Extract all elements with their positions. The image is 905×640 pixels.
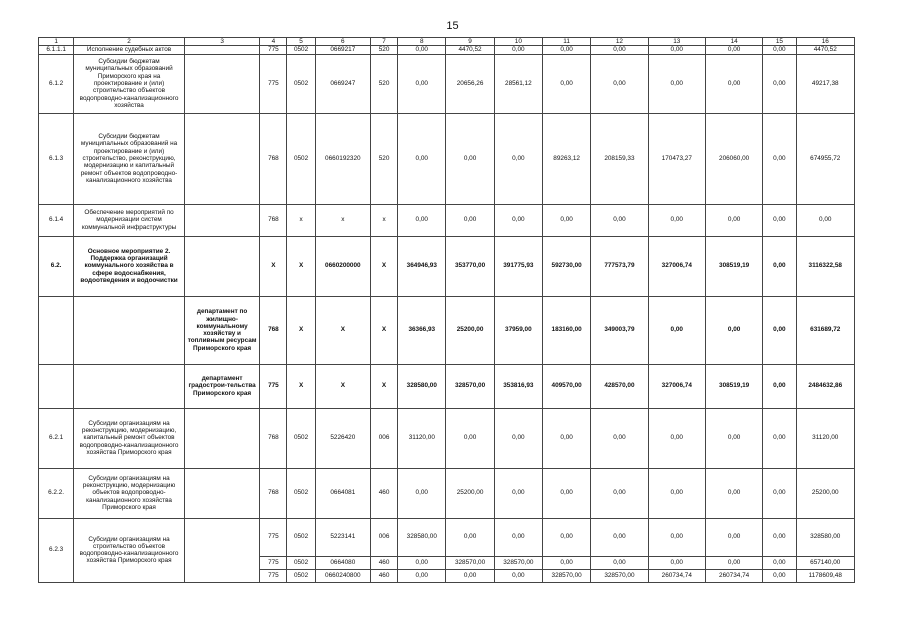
table-row bbox=[39, 204, 855, 236]
table-cell: Субсидии организациям на реконструкцию, модернизацию, капитальный ремонт объектов водопроводно-канализационного хозяйства Приморского края bbox=[74, 408, 185, 468]
table-cell: Х bbox=[287, 296, 315, 364]
table-cell: 3116322,58 bbox=[796, 236, 855, 296]
column-header: 1 bbox=[39, 38, 74, 46]
table-cell: 28561,12 bbox=[494, 54, 542, 113]
column-header: 4 bbox=[260, 38, 287, 46]
table-row bbox=[39, 518, 855, 556]
table-cell: 0502 bbox=[287, 569, 315, 582]
table-cell: 0,00 bbox=[648, 556, 705, 569]
table-cell: 0,00 bbox=[494, 113, 542, 204]
table-cell: 0,00 bbox=[398, 113, 446, 204]
table-cell: 0,00 bbox=[648, 518, 705, 556]
table-cell: 0502 bbox=[287, 518, 315, 556]
table-cell: 006 bbox=[370, 408, 397, 468]
table-cell: 0,00 bbox=[763, 408, 796, 468]
table-cell: 0,00 bbox=[705, 46, 762, 54]
column-header: 10 bbox=[494, 38, 542, 46]
table-cell: 0502 bbox=[287, 54, 315, 113]
table-cell: 0664081 bbox=[315, 468, 370, 518]
table-cell: 25200,00 bbox=[796, 468, 855, 518]
table-cell: 0,00 bbox=[648, 204, 705, 236]
table-cell bbox=[74, 364, 185, 408]
column-header: 9 bbox=[446, 38, 494, 46]
table-cell: 5226420 bbox=[315, 408, 370, 468]
table-cell: 0,00 bbox=[591, 54, 648, 113]
table-cell: 0,00 bbox=[591, 468, 648, 518]
table-cell: 520 bbox=[370, 46, 397, 54]
table-cell: 6.2.2. bbox=[39, 468, 74, 518]
table-cell: 353816,93 bbox=[494, 364, 542, 408]
table-cell: Х bbox=[370, 364, 397, 408]
table-cell: 4470,52 bbox=[796, 46, 855, 54]
column-header: 2 bbox=[74, 38, 185, 46]
table-cell: 0,00 bbox=[763, 556, 796, 569]
table-cell: Субсидии бюджетам муниципальных образований на проектирование и (или) строительство, реконструкцию, модернизацию и капитальный ремонт объектов водопроводно-канализационного хозяйства bbox=[74, 113, 185, 204]
column-header: 16 bbox=[796, 38, 855, 46]
table-cell: х bbox=[287, 204, 315, 236]
table-cell: Исполнение судебных актов bbox=[74, 46, 185, 54]
table-cell: 328580,00 bbox=[398, 518, 446, 556]
table-cell: 657140,00 bbox=[796, 556, 855, 569]
table-cell: 0,00 bbox=[398, 54, 446, 113]
table-cell bbox=[184, 46, 259, 54]
table-cell: 0,00 bbox=[705, 296, 762, 364]
table-cell: 775 bbox=[260, 569, 287, 582]
table-cell: 0,00 bbox=[705, 518, 762, 556]
table-cell: 0,00 bbox=[591, 46, 648, 54]
table-cell: 0502 bbox=[287, 556, 315, 569]
table-cell: 0,00 bbox=[542, 46, 590, 54]
table-cell: 31120,00 bbox=[398, 408, 446, 468]
table-cell: 328570,00 bbox=[446, 364, 494, 408]
table-cell: 0,00 bbox=[542, 204, 590, 236]
table-cell: департамент по жилищно-коммунальному хозяйству и топливным ресурсам Приморского края bbox=[184, 296, 259, 364]
table-cell bbox=[184, 54, 259, 113]
table-cell: 206060,00 bbox=[705, 113, 762, 204]
table-cell: 460 bbox=[370, 468, 397, 518]
table-cell: Субсидии организациям на реконструкцию, модернизацию объектов водопроводно-канализационного хозяйства Приморского края bbox=[74, 468, 185, 518]
table-cell: 460 bbox=[370, 556, 397, 569]
table-cell: 0,00 bbox=[763, 569, 796, 582]
table-cell: 6.1.4 bbox=[39, 204, 74, 236]
column-header: 13 bbox=[648, 38, 705, 46]
table-cell: 0,00 bbox=[648, 468, 705, 518]
table-row bbox=[39, 364, 855, 408]
table-cell: 0,00 bbox=[446, 204, 494, 236]
table-cell: 208159,33 bbox=[591, 113, 648, 204]
table-cell: 0,00 bbox=[591, 518, 648, 556]
page-number: 15 bbox=[446, 20, 459, 32]
table-cell: 2484632,86 bbox=[796, 364, 855, 408]
column-header: 7 bbox=[370, 38, 397, 46]
table-cell: 308519,19 bbox=[705, 364, 762, 408]
table-cell: 0,00 bbox=[494, 468, 542, 518]
table-cell: 775 bbox=[260, 364, 287, 408]
column-header: 6 bbox=[315, 38, 370, 46]
table-cell: 328570,00 bbox=[542, 569, 590, 582]
table-cell: 775 bbox=[260, 518, 287, 556]
table-cell: 37959,00 bbox=[494, 296, 542, 364]
table-cell: 0,00 bbox=[648, 54, 705, 113]
column-header: 14 bbox=[705, 38, 762, 46]
table-cell: 0664080 bbox=[315, 556, 370, 569]
table-cell: 631689,72 bbox=[796, 296, 855, 364]
table-cell: 1178609,48 bbox=[796, 569, 855, 582]
column-header: 12 bbox=[591, 38, 648, 46]
table-cell: 49217,38 bbox=[796, 54, 855, 113]
table-cell: 0,00 bbox=[398, 569, 446, 582]
table-cell: 0660192320 bbox=[315, 113, 370, 204]
table-cell: 327006,74 bbox=[648, 364, 705, 408]
table-cell: 183160,00 bbox=[542, 296, 590, 364]
table-cell: 409570,00 bbox=[542, 364, 590, 408]
table-cell: 0660240800 bbox=[315, 569, 370, 582]
table-cell: 520 bbox=[370, 113, 397, 204]
table-cell: 0,00 bbox=[398, 46, 446, 54]
table-cell: 775 bbox=[260, 46, 287, 54]
table-cell: департамент градострои-тельства Приморского края bbox=[184, 364, 259, 408]
table-cell: 0,00 bbox=[705, 54, 762, 113]
table-cell: Субсидии организациям на строительство объектов водопроводно-канализационного хозяйства Приморского края bbox=[74, 518, 185, 582]
table-cell: 0,00 bbox=[446, 518, 494, 556]
table-row bbox=[39, 296, 855, 364]
table-cell: 4470,52 bbox=[446, 46, 494, 54]
table-cell: 0,00 bbox=[763, 518, 796, 556]
table-cell bbox=[184, 408, 259, 468]
table-cell: 0,00 bbox=[763, 46, 796, 54]
table-cell: 260734,74 bbox=[648, 569, 705, 582]
table-cell: 0,00 bbox=[763, 204, 796, 236]
table-cell: Субсидии бюджетам муниципальных образований Приморского края на проектирование и (или) строительство объектов водопроводно-канализационного хозяйства bbox=[74, 54, 185, 113]
table-cell bbox=[39, 296, 74, 364]
table-cell: Х bbox=[370, 296, 397, 364]
table-cell: 364946,93 bbox=[398, 236, 446, 296]
table-cell: 520 bbox=[370, 54, 397, 113]
table-cell: 6.1.3 bbox=[39, 113, 74, 204]
table-cell: 0,00 bbox=[705, 204, 762, 236]
table-cell: 0,00 bbox=[763, 364, 796, 408]
table-cell: 0502 bbox=[287, 46, 315, 54]
table-cell: 6.2.1 bbox=[39, 408, 74, 468]
table-cell: 328570,00 bbox=[591, 569, 648, 582]
table-cell: 328570,00 bbox=[494, 556, 542, 569]
table-cell: 6.1.2 bbox=[39, 54, 74, 113]
table-cell: 0669247 bbox=[315, 54, 370, 113]
table-cell: 0,00 bbox=[542, 468, 590, 518]
table-cell: 36366,93 bbox=[398, 296, 446, 364]
table-cell: Х bbox=[370, 236, 397, 296]
table-cell: 428570,00 bbox=[591, 364, 648, 408]
table-cell: 328580,00 bbox=[398, 364, 446, 408]
column-header: 5 bbox=[287, 38, 315, 46]
table-cell: Основное мероприятие 2. Поддержка организаций коммунального хозяйства в сфере водоснабжения, водоотведения и водоочистки bbox=[74, 236, 185, 296]
table-cell: 0502 bbox=[287, 113, 315, 204]
table-cell: 0,00 bbox=[494, 569, 542, 582]
table-cell: 0,00 bbox=[591, 204, 648, 236]
table-cell: 768 bbox=[260, 296, 287, 364]
table-cell: 0502 bbox=[287, 408, 315, 468]
table-cell: 0,00 bbox=[648, 46, 705, 54]
table-cell: 0660200000 bbox=[315, 236, 370, 296]
table-cell: 6.2.3 bbox=[39, 518, 74, 582]
table-cell: 5223141 bbox=[315, 518, 370, 556]
table-cell: 0,00 bbox=[591, 408, 648, 468]
table-cell: 768 bbox=[260, 113, 287, 204]
table-cell: Х bbox=[315, 364, 370, 408]
table-row bbox=[39, 54, 855, 113]
budget-table bbox=[38, 37, 855, 583]
table-cell: Х bbox=[287, 236, 315, 296]
table-cell: 0,00 bbox=[763, 468, 796, 518]
table-cell: Обеспечение мероприятий по модернизации систем коммунальной инфраструктуры bbox=[74, 204, 185, 236]
table-cell: 89263,12 bbox=[542, 113, 590, 204]
table-cell: 0669217 bbox=[315, 46, 370, 54]
table-cell: х bbox=[315, 204, 370, 236]
table-cell: 25200,00 bbox=[446, 468, 494, 518]
table-cell: 460 bbox=[370, 569, 397, 582]
table-cell: 0,00 bbox=[763, 236, 796, 296]
table-cell: 0,00 bbox=[796, 204, 855, 236]
table-cell: 768 bbox=[260, 408, 287, 468]
table-cell: 0,00 bbox=[446, 569, 494, 582]
table-cell: 328580,00 bbox=[796, 518, 855, 556]
table-cell bbox=[184, 113, 259, 204]
table-cell bbox=[74, 296, 185, 364]
table-cell: 349003,79 bbox=[591, 296, 648, 364]
table-cell: 391775,93 bbox=[494, 236, 542, 296]
table-cell: 327006,74 bbox=[648, 236, 705, 296]
table-row bbox=[39, 236, 855, 296]
table-row bbox=[39, 468, 855, 518]
table-cell: 674955,72 bbox=[796, 113, 855, 204]
table-cell bbox=[184, 236, 259, 296]
table-cell: 006 bbox=[370, 518, 397, 556]
table-cell: 0,00 bbox=[446, 113, 494, 204]
table-cell: Х bbox=[287, 364, 315, 408]
column-header: 11 bbox=[542, 38, 590, 46]
table-row bbox=[39, 408, 855, 468]
table-cell: 6.2. bbox=[39, 236, 74, 296]
table-cell: 260734,74 bbox=[705, 569, 762, 582]
table-cell bbox=[39, 364, 74, 408]
table-cell: 0,00 bbox=[648, 408, 705, 468]
table-cell: Х bbox=[315, 296, 370, 364]
table-cell bbox=[184, 518, 259, 582]
table-cell: 0,00 bbox=[542, 556, 590, 569]
table-cell: 328570,00 bbox=[446, 556, 494, 569]
table-cell: 0502 bbox=[287, 468, 315, 518]
table-cell: 0,00 bbox=[705, 468, 762, 518]
table-row bbox=[39, 46, 855, 54]
column-header: 3 bbox=[184, 38, 259, 46]
table-cell: 0,00 bbox=[648, 296, 705, 364]
table-cell bbox=[184, 204, 259, 236]
table-cell: 0,00 bbox=[494, 408, 542, 468]
table-cell: 0,00 bbox=[542, 54, 590, 113]
table-cell: 31120,00 bbox=[796, 408, 855, 468]
table-cell: 6.1.1.1 bbox=[39, 46, 74, 54]
table-cell: 0,00 bbox=[705, 556, 762, 569]
table-cell: 768 bbox=[260, 204, 287, 236]
table-cell: 0,00 bbox=[591, 556, 648, 569]
column-header: 15 bbox=[763, 38, 796, 46]
table-cell: 25200,00 bbox=[446, 296, 494, 364]
table-cell: 353770,00 bbox=[446, 236, 494, 296]
table-cell: Х bbox=[260, 236, 287, 296]
table-cell: 768 bbox=[260, 468, 287, 518]
table-cell: 0,00 bbox=[398, 204, 446, 236]
table-cell bbox=[184, 468, 259, 518]
table-cell: 0,00 bbox=[763, 54, 796, 113]
table-cell: 0,00 bbox=[542, 518, 590, 556]
table-cell: 775 bbox=[260, 556, 287, 569]
table-cell: 0,00 bbox=[494, 204, 542, 236]
table-cell: 0,00 bbox=[763, 296, 796, 364]
table-cell: 0,00 bbox=[446, 408, 494, 468]
table-cell: 775 bbox=[260, 54, 287, 113]
table-cell: 592730,00 bbox=[542, 236, 590, 296]
table-cell: 0,00 bbox=[542, 408, 590, 468]
table-cell: 0,00 bbox=[398, 468, 446, 518]
table-cell: 20656,26 bbox=[446, 54, 494, 113]
table-cell: 308519,19 bbox=[705, 236, 762, 296]
table-row bbox=[39, 113, 855, 204]
table-cell: 0,00 bbox=[398, 556, 446, 569]
table-cell: 0,00 bbox=[494, 46, 542, 54]
table-cell: 0,00 bbox=[763, 113, 796, 204]
table-header-row bbox=[39, 38, 855, 46]
table-cell: 0,00 bbox=[494, 518, 542, 556]
table-cell: х bbox=[370, 204, 397, 236]
table-cell: 777573,79 bbox=[591, 236, 648, 296]
column-header: 8 bbox=[398, 38, 446, 46]
table-cell: 170473,27 bbox=[648, 113, 705, 204]
table-cell: 0,00 bbox=[705, 408, 762, 468]
